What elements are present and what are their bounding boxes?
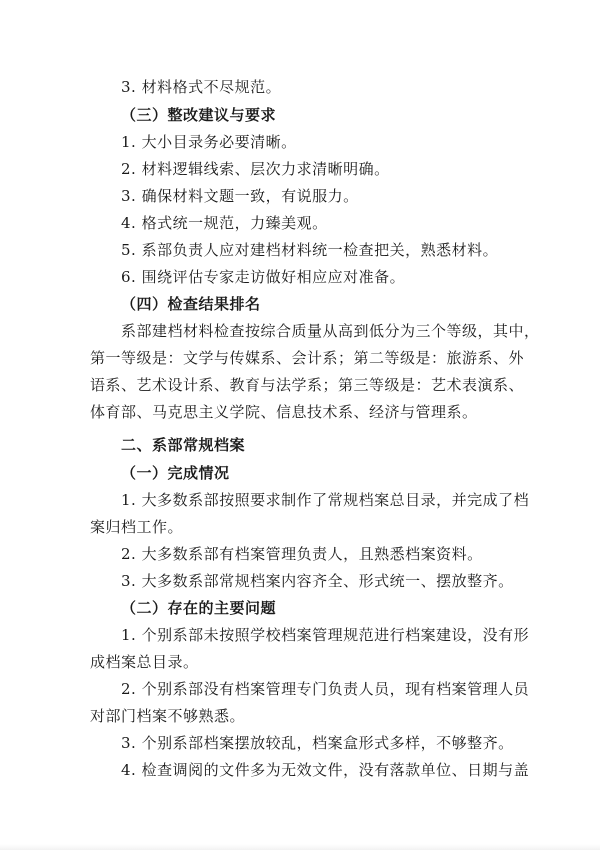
text-line: 3. 确保材料文题一致，有说服力。 xyxy=(121,187,359,205)
text-line: 3. 材料格式不尽规范。 xyxy=(121,78,282,96)
text-line: 系部建档材料检查按综合质量从高到低分为三个等级，其中， xyxy=(121,322,540,340)
section-heading: （二）存在的主要问题 xyxy=(121,599,277,617)
text-line: 语系、艺术设计系、教育与法学系；第三等级是：艺术表演系、 xyxy=(90,376,525,394)
text-line: 第一等级是：文学与传媒系、会计系；第二等级是：旅游系、外 xyxy=(90,349,525,367)
text-line: 体育部、马克思主义学院、信息技术系、经济与管理系。 xyxy=(90,403,478,421)
section-heading: （四）检查结果排名 xyxy=(121,295,261,313)
page-bottom-edge xyxy=(0,844,600,850)
section-heading: （一）完成情况 xyxy=(121,464,230,482)
text-line: 3. 个别系部档案摆放较乱，档案盒形式多样，不够整齐。 xyxy=(121,734,514,752)
text-line: 1. 个别系部未按照学校档案管理规范进行档案建设，没有形 xyxy=(121,626,530,644)
text-line: 成档案总目录。 xyxy=(90,653,199,671)
text-line: 3. 大多数系部常规档案内容齐全、形式统一、摆放整齐。 xyxy=(121,572,514,590)
text-line: 1. 大多数系部按照要求制作了常规档案总目录，并完成了档 xyxy=(121,491,530,509)
text-line: 2. 材料逻辑线索、层次力求清晰明确。 xyxy=(121,160,390,178)
chapter-heading: 二、系部常规档案 xyxy=(121,436,246,454)
text-line: 对部门档案不够熟悉。 xyxy=(90,707,246,725)
text-line: 6. 围绕评估专家走访做好相应应对准备。 xyxy=(121,268,406,286)
text-line: 4. 格式统一规范，力臻美观。 xyxy=(121,214,328,232)
section-heading: （三）整改建议与要求 xyxy=(121,106,277,124)
text-line: 2. 个别系部没有档案管理专门负责人员，现有档案管理人员 xyxy=(121,680,530,698)
text-line: 案归档工作。 xyxy=(90,518,184,536)
text-line: 1. 大小目录务必要清晰。 xyxy=(121,133,297,151)
text-line: 4. 检查调阅的文件多为无效文件，没有落款单位、日期与盖 xyxy=(121,761,530,779)
text-line: 2. 大多数系部有档案管理负责人，且熟悉档案资料。 xyxy=(121,545,483,563)
text-line: 5. 系部负责人应对建档材料统一检查把关，熟悉材料。 xyxy=(121,241,499,259)
